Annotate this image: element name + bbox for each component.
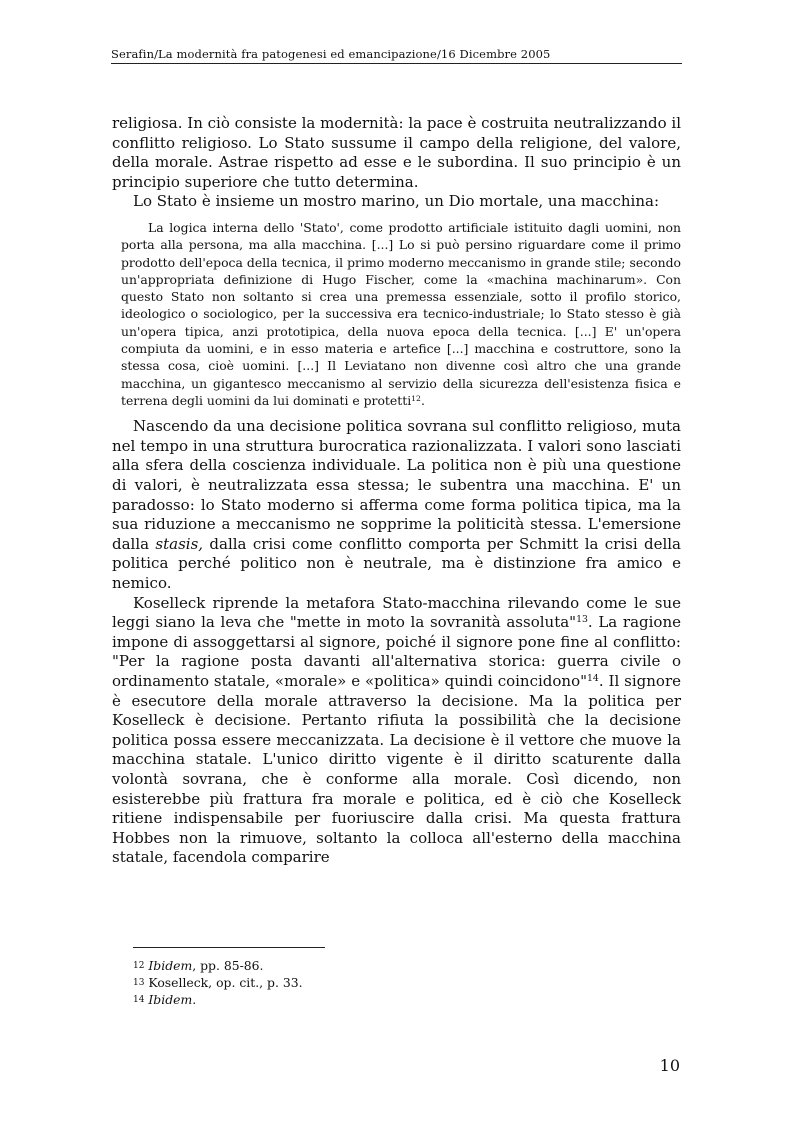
paragraph-4-part-a: Koselleck riprende la metafora Stato-macchina rilevando come le sue leggi siano la leva che "mette in moto la sovranità assoluta"	[112, 593, 681, 632]
footnote-ref-13: 13	[576, 614, 588, 626]
footnote-ref-14: 14	[587, 672, 599, 684]
footnote-emphasis: Ibidem	[148, 992, 193, 1007]
paragraph-3	[112, 417, 681, 593]
paragraph-4-part-b: . La ragione impone di assoggettarsi al signore, poiché il signore pone fine al conflitto: "Per la ragione posta davanti all'alternativa storica: guerra civile o ordinamento statale, «morale» e «politica» quindi coincidono"	[112, 613, 681, 690]
footnote-text: Koselleck, op. cit., p. 33.	[148, 975, 303, 990]
paragraph-3-emphasis: stasis,	[155, 534, 204, 553]
paragraph-3-part-a: Nascendo da una decisione politica sovrana sul conflitto religioso, muta nel tempo in una struttura burocratica razionalizzata. I valori sono lasciati alla sfera della coscienza individuale. La politica non è più una questione di valori, è neutralizzata essa stessa; le subentra una macchina. E' un paradosso: lo Stato moderno si afferma come forma politica tipica, ma la sua riduzione a meccanismo ne sopprime la politicità stessa. L'emersione dalla	[112, 417, 681, 553]
footnote-text: .	[192, 992, 197, 1007]
body-text	[112, 114, 681, 868]
quote-body: La logica interna dello 'Stato', come prodotto artificiale istituito dagli uomini, non porta alla persona, ma alla macchina. [...] Lo si può persino riguardare come il primo prodotto dell'epoca della tecnica, il primo moderno meccanismo in grande stile; secondo un'appropriata definizione di Hugo Fischer, come la «machina machinarum». Con questo Stato non soltanto si crea una premessa essenziale, sotto il profilo storico, ideologico o sociologico, per la successiva era tecnico-industriale; lo Stato stesso è già un'opera tipica, anzi prototipica, della nuova epoca della tecnica. [...] E' un'opera compiuta da uomini, e in esso materia e artefice [...] macchina e costruttore, sono la stessa cosa, cioè uomini. [...] Il Leviatano non divenne così altro che una grande macchina, un gigantesco meccanismo al servizio della sicurezza dell'esistenza fisica e terrena degli uomini da lui dominati e protetti	[121, 219, 681, 408]
paragraph-4-part-c: . Il signore è esecutore della morale attraverso la decisione. Ma la politica per Koselleck è decisione. Pertanto rifiuta la possibilità che la decisione politica possa essere meccanizzata. La decisione è il vettore che muove la macchina statale. L'unico diritto vigente è il diritto scaturente dalla volontà sovrana, che è conforme alla morale. Così dicendo, non esisterebbe più frattura fra morale e politica, ed è ciò che Koselleck ritiene indispensabile per fuoriuscire dalla crisi. Ma questa frattura Hobbes non la rimuove, soltanto la colloca all'esterno della macchina statale, facendola comparire	[112, 671, 681, 867]
paragraph-2: Lo Stato è insieme un mostro marino, un Dio mortale, una macchina:	[133, 192, 660, 211]
footnote-14	[133, 991, 683, 1008]
footnote-emphasis: Ibidem	[148, 958, 193, 973]
footnote-text: , pp. 85-86.	[192, 958, 264, 973]
block-quote-text: La logica interna dello 'Stato', come prodotto artificiale istituito dagli uomini, non porta alla persona, ma alla macchina. [...] Lo si può persino riguardare come il primo prodotto dell'epoca della tecnica, il primo moderno meccanismo in grande stile; secondo un'appropriata definizione di Hugo Fischer, come la «machina machinarum». Con questo Stato non soltanto si crea una premessa essenziale, sotto il profilo storico, ideologico o sociologico, per la successiva era tecnico-industriale; lo Stato stesso è già un'opera tipica, anzi prototipica, della nuova epoca della tecnica. [...] E' un'opera compiuta da uomini, e in esso materia e artefice [...] macchina e costruttore, sono la stessa cosa, cioè uomini. [...] Il Leviatano non divenne così altro che una grande macchina, un gigantesco meccanismo al servizio della sicurezza dell'esistenza fisica e terrena degli uomini da lui dominati e protetti$^{12}$.	[121, 219, 681, 408]
running-header	[111, 47, 682, 64]
paragraph-3-part-b: dalla crisi come conflitto comporta per Schmitt la crisi della politica perché politico non è neutrale, ma è distinzione fra amico e nemico.	[112, 534, 681, 592]
footnote-number: 12	[133, 961, 145, 971]
running-title: Serafin/La modernità fra patogenesi ed emancipazione/16 Dicembre 2005	[111, 47, 551, 61]
footnote-separator	[133, 947, 325, 948]
footnote-number: 14	[133, 995, 145, 1005]
block-quote	[112, 219, 681, 409]
footnote-12	[133, 957, 683, 974]
page-number: 10	[659, 1056, 680, 1075]
paragraph-1: religiosa. In ciò consiste la modernità: la pace è costruita neutralizzando il conflitto religioso. Lo Stato sussume il campo della religione, del valore, della morale. Astrae rispetto ad esse e le subordina. Il suo principio è un principio superiore che tutto determina.	[112, 114, 681, 191]
paragraph-4	[112, 594, 681, 868]
footnote-13	[133, 974, 683, 991]
footnotes	[133, 957, 683, 1008]
footnote-number: 13	[133, 978, 145, 988]
footnote-ref-12: 12	[411, 393, 421, 403]
